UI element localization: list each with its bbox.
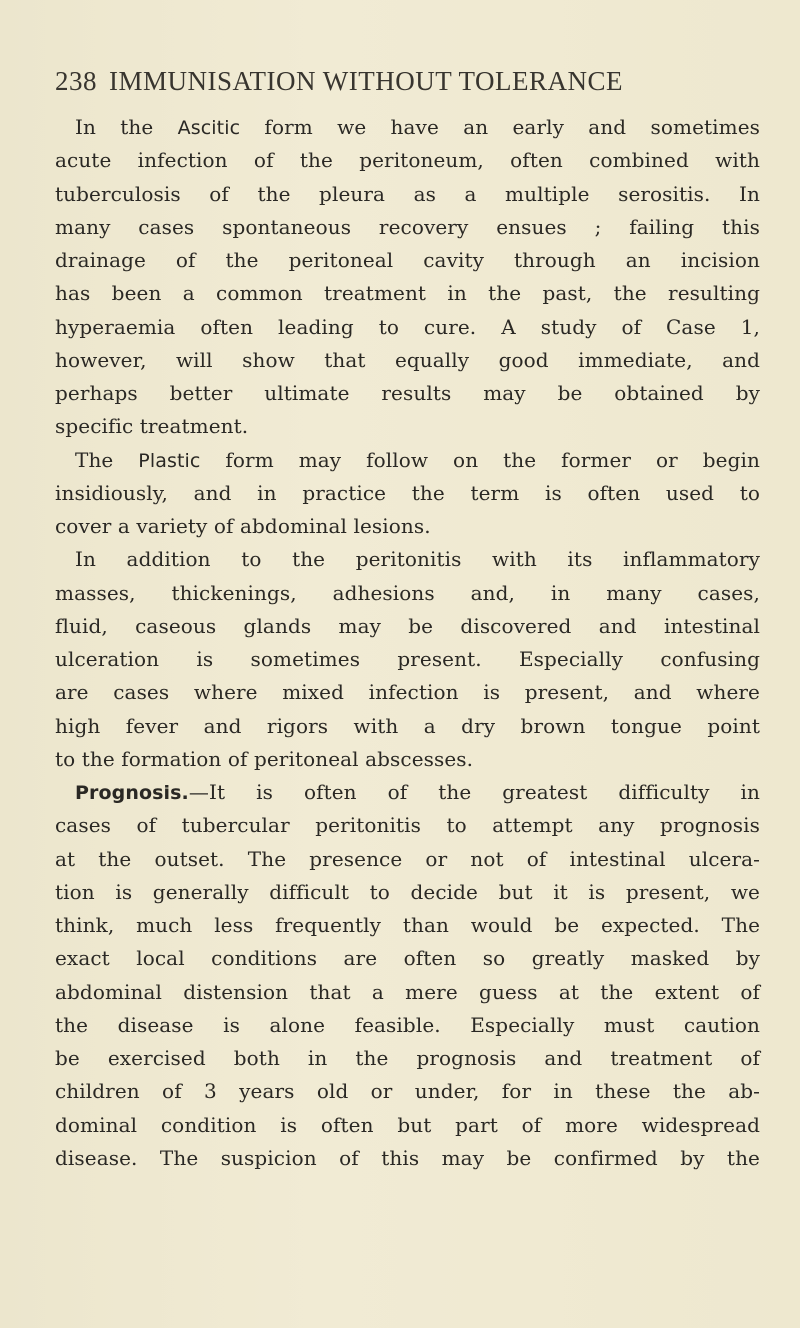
text-line: cover a variety of abdominal lesions. xyxy=(55,514,431,538)
text-line: be exercised both in the prognosis and treatment of xyxy=(55,1046,760,1070)
text-line: masses, thickenings, adhesions and, in many cases, xyxy=(55,580,760,605)
text-line: perhaps better ultimate results may be obtained by xyxy=(55,381,760,405)
text-line: dominal condition is often but part of more widespread xyxy=(55,1112,760,1137)
text-line: at the outset. The presence or not of intestinal ulcera- xyxy=(55,846,760,871)
text-line: children of 3 years old or under, for in these the ab- xyxy=(55,1079,760,1104)
text-line: specific treatment. xyxy=(55,414,249,439)
text-line: are cases where mixed infection is present, and where xyxy=(55,680,760,705)
text-line-lead: The xyxy=(75,447,139,472)
text-line: abdominal distension that a mere guess at the extent of xyxy=(55,979,760,1004)
text-line xyxy=(55,776,760,809)
text-line xyxy=(55,444,760,477)
section-heading-prognosis: Prognosis. xyxy=(75,782,189,804)
text-line-rest: form we have an early and sometimes xyxy=(240,115,761,139)
text-line-rest: —It is often of the greatest difficulty in xyxy=(188,780,760,804)
page-number: 238 xyxy=(55,66,97,96)
text-line: cases of tubercular peritonitis to attempt any prognosis xyxy=(55,813,760,838)
text-line: disease. The suspicion of this may be confirmed by the xyxy=(55,1145,760,1170)
text-line-lead: In the xyxy=(75,115,178,139)
text-line: drainage of the peritoneal cavity through an incision xyxy=(55,248,760,272)
term-ascitic: Ascitic xyxy=(177,117,241,139)
text-line: insidiously, and in practice the term is often used to xyxy=(55,480,760,505)
text-line: to the formation of peritoneal abscesses. xyxy=(55,746,474,771)
text-line xyxy=(55,111,760,144)
running-head xyxy=(55,66,755,97)
text-line: however, will show that equally good immediate, and xyxy=(55,347,760,372)
text-line: hyperaemia often leading to cure. A study of Case 1, xyxy=(55,314,760,339)
text-line: think, much less frequently than would be expected. The xyxy=(55,913,760,937)
text-line: In addition to the peritonitis with its inflammatory xyxy=(75,547,760,572)
text-line: many cases spontaneous recovery ensues ; failing this xyxy=(55,214,760,239)
text-line: acute infection of the peritoneum, often combined with xyxy=(55,148,760,173)
text-line: fluid, caseous glands may be discovered and intestinal xyxy=(55,613,760,638)
text-line: tuberculosis of the pleura as a multiple serositis. In xyxy=(55,181,760,206)
text-line: ulceration is sometimes present. Especially confusing xyxy=(55,647,760,671)
term-plastic: Plastic xyxy=(138,449,201,472)
text-line: high fever and rigors with a dry brown tongue point xyxy=(55,713,760,738)
text-line: the disease is alone feasible. Especially must caution xyxy=(55,1012,760,1037)
text-line-rest: form may follow on the former or begin xyxy=(200,447,760,472)
text-line: has been a common treatment in the past, the resulting xyxy=(55,281,760,306)
text-line: tion is generally difficult to decide but it is present, we xyxy=(55,879,760,904)
text-line: exact local conditions are often so greatly masked by xyxy=(55,946,760,971)
body-text xyxy=(55,111,760,1175)
running-title: IMMUNISATION WITHOUT TOLERANCE xyxy=(109,66,623,96)
